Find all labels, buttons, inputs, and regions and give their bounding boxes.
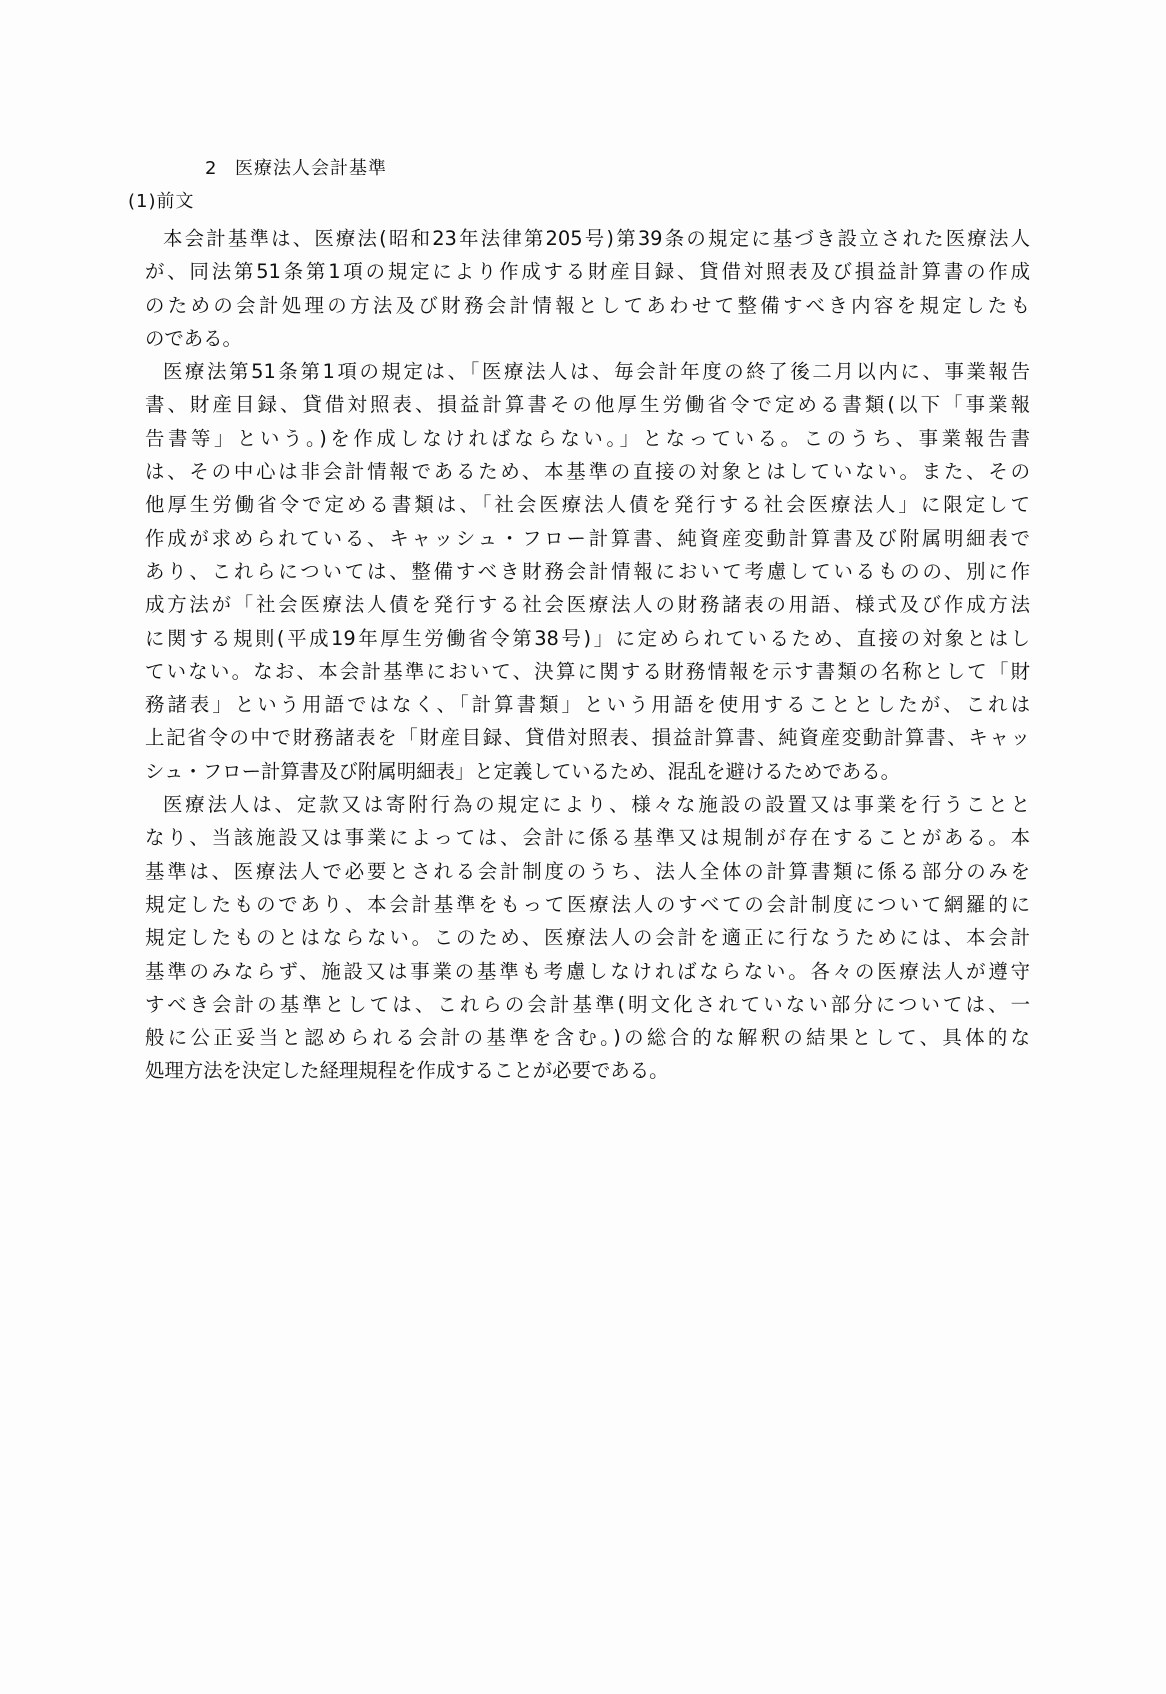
paragraph-3: [145, 788, 1030, 1088]
section-heading: [205, 156, 387, 182]
paragraph-line: すべき会計の基準としては、これらの会計基準(明文化されていない部分については、一: [145, 992, 1030, 1016]
paragraph-1: [145, 222, 1030, 355]
paragraph-line: 基準は、医療法人で必要とされる会計制度のうち、法人全体の計算書類に係る部分のみを: [145, 859, 1030, 883]
paragraph-line: のための会計処理の方法及び財務会計情報としてあわせて整備すべき内容を規定したも: [145, 293, 1030, 317]
paragraph-line: ていない。なお、本会計基準において、決算に関する財務情報を示す書類の名称として「財: [145, 659, 1030, 683]
paragraph-line: 規定したものであり、本会計基準をもって医療法人のすべての会計制度について網羅的に: [145, 892, 1030, 916]
paragraph-line: が、同法第51条第1項の規定により作成する財産目録、貸借対照表及び損益計算書の作成: [145, 260, 1030, 284]
paragraph-line: 務諸表」という用語ではなく、「計算書類」という用語を使用することとしたが、これは: [145, 693, 1030, 717]
subsection-heading: (1)前文: [128, 191, 195, 212]
document-body: [145, 222, 1030, 1088]
paragraph-line: 告書等」という。)を作成しなければならない。」となっている。このうち、事業報告書: [145, 426, 1030, 450]
paragraph-line: 規定したものとはならない。このため、医療法人の会計を適正に行なうためには、本会計: [145, 926, 1030, 950]
paragraph-line: 医療法人は、定款又は寄附行為の規定により、様々な施設の設置又は事業を行うことと: [163, 793, 1030, 817]
paragraph-line: 本会計基準は、医療法(昭和23年法律第205号)第39条の規定に基づき設立された医療法人: [163, 227, 1030, 250]
paragraph-line: 般に公正妥当と認められる会計の基準を含む。)の総合的な解釈の結果として、具体的な: [145, 1026, 1030, 1050]
paragraph-line: に関する規則(平成19年厚生労働省令第38号)」に定められているため、直接の対象とはし: [145, 626, 1030, 650]
paragraph-line: 医療法第51条第1項の規定は、「医療法人は、毎会計年度の終了後二月以内に、事業報告: [163, 360, 1030, 384]
paragraph-line: は、その中心は非会計情報であるため、本基準の直接の対象とはしていない。また、その: [145, 460, 1030, 484]
paragraph-line: 上記省令の中で財務諸表を「財産目録、貸借対照表、損益計算書、純資産変動計算書、キャッ: [145, 726, 1030, 750]
paragraph-line: 作成が求められている、キャッシュ・フロー計算書、純資産変動計算書及び附属明細表で: [145, 526, 1030, 550]
paragraph-line: 他厚生労働省令で定める書類は、「社会医療法人債を発行する社会医療法人」に限定して: [145, 493, 1030, 517]
paragraph-line: 基準のみならず、施設又は事業の基準も考慮しなければならない。各々の医療法人が遵守: [145, 959, 1030, 983]
section-title: 医療法人会計基準: [235, 158, 387, 179]
paragraph-2: [145, 355, 1030, 788]
paragraph-line: シュ・フロー計算書及び附属明細表」と定義しているため、混乱を避けるためである。: [145, 759, 901, 783]
paragraph-line: 書、財産目録、貸借対照表、損益計算書その他厚生労働省令で定める書類(以下「事業報: [145, 393, 1030, 417]
paragraph-line: のである。: [145, 326, 242, 350]
paragraph-line: なり、当該施設又は事業によっては、会計に係る基準又は規制が存在することがある。本: [145, 826, 1030, 850]
section-number: 2: [205, 158, 218, 179]
paragraph-line: 成方法が「社会医療法人債を発行する社会医療法人の財務諸表の用語、様式及び作成方法: [145, 593, 1030, 617]
paragraph-line: 処理方法を決定した経理規程を作成することが必要である。: [145, 1059, 669, 1083]
paragraph-line: あり、これらについては、整備すべき財務会計情報において考慮しているものの、別に作: [145, 559, 1030, 583]
